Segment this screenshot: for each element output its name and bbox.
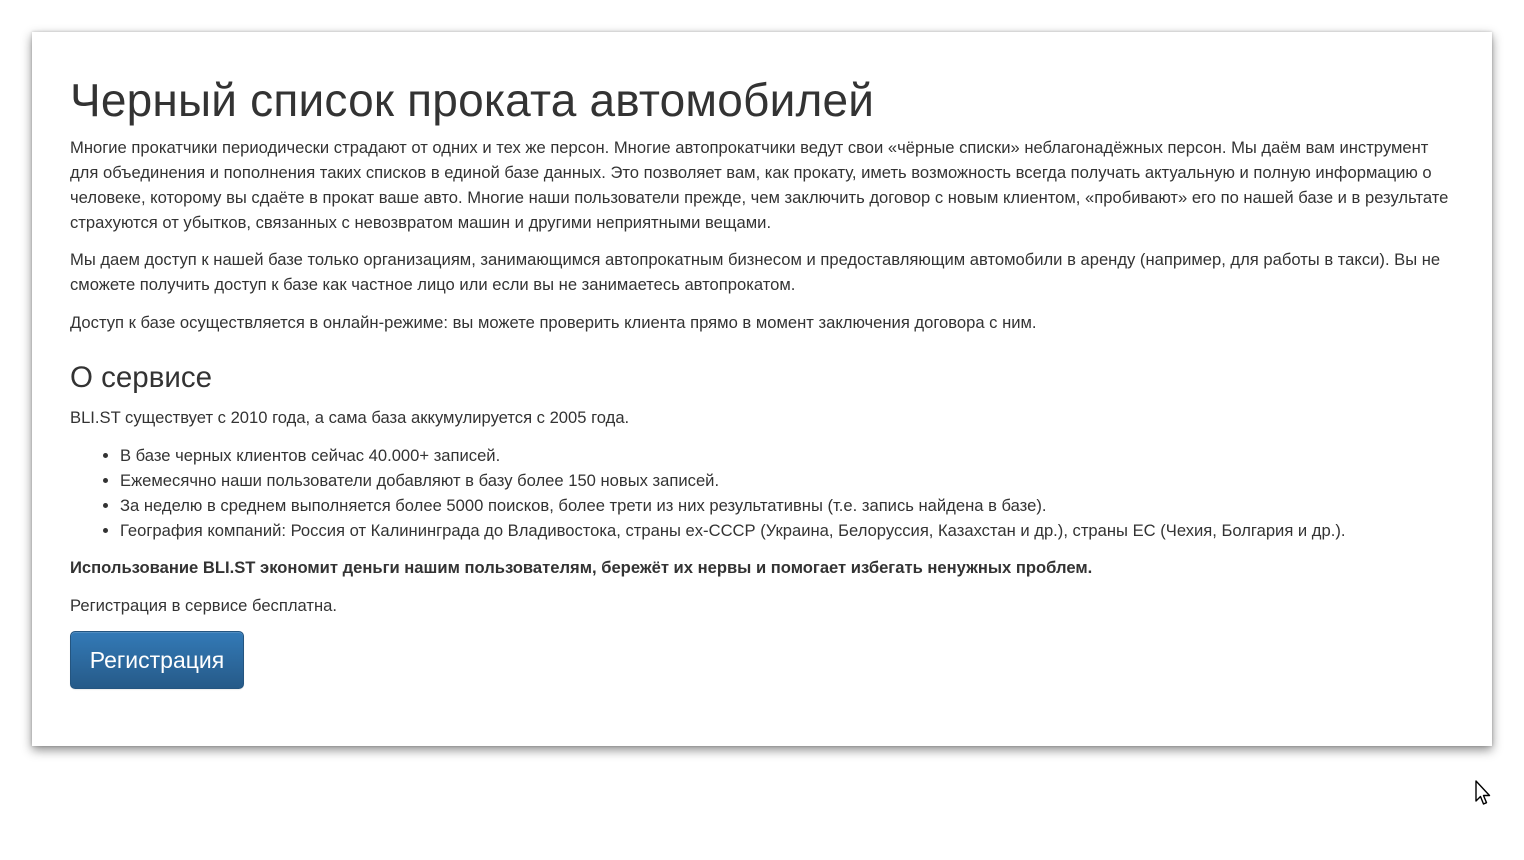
list-item: • География компаний: Россия от Калининграда до Владивостока, страны ex-СССР (Украина, Белоруссия, Казахстан и др.), страны ЕС (Чехия, Болгария и др.). (120, 518, 1460, 543)
benefit-text: Использование BLI.ST экономит деньги нашим пользователям, бережёт их нервы и помогает избегать ненужных проблем. (70, 558, 1093, 577)
list-item: • В базе черных клиентов сейчас 40.000+ записей. (120, 443, 1460, 468)
free-registration-text: Регистрация в сервисе бесплатна. (70, 596, 337, 615)
mouse-pointer-icon (1474, 780, 1492, 806)
content-panel (32, 32, 1492, 746)
list-item: • Ежемесячно наши пользователи добавляют в базу более 150 новых записей. (120, 468, 1460, 493)
about-heading: О сервисе (70, 361, 213, 394)
facts-list (70, 443, 1460, 543)
register-button[interactable]: Регистрация (70, 631, 244, 689)
intro-paragraph-3: Доступ к базе осуществляется в онлайн-режиме: вы можете проверить клиента прямо в момент заключения договора с ним. (70, 313, 1037, 332)
intro-paragraph-1: Многие прокатчики периодически страдают от одних и тех же персон. Многие автопрокатчики ведут свои «чёрные списки» неблагонадёжных персон. Мы даём вам инструмент для объединения и пополнения таких списков в единой базе данных. Это позволяет вам, как прокату, иметь возможность всегда получать актуальную и полную информацию о человеке, которому вы сдаёте в прокат ваше авто. Многие наши пользователи прежде, чем заключить договор с новым клиентом, «пробивают» его по нашей базе и в результате страхуются от убытков, связанных с невозвратом машин и другими неприятными вещами. (70, 138, 1449, 232)
intro-paragraph-2: Мы даем доступ к нашей базе только организациям, занимающимся автопрокатным бизнесом и предоставляющим автомобили в аренду (например, для работы в такси). Вы не сможете получить доступ к базе как частное лицо или если вы не занимаетесь автопрокатом. (70, 250, 1441, 294)
about-since-text: BLI.ST существует с 2010 года, а сама база аккумулируется с 2005 года. (70, 408, 630, 427)
list-item: • За неделю в среднем выполняется более 5000 поисков, более трети из них результативны (т.е. запись найдена в базе). (120, 493, 1460, 518)
page-title: Черный список проката автомобилей (70, 74, 875, 126)
